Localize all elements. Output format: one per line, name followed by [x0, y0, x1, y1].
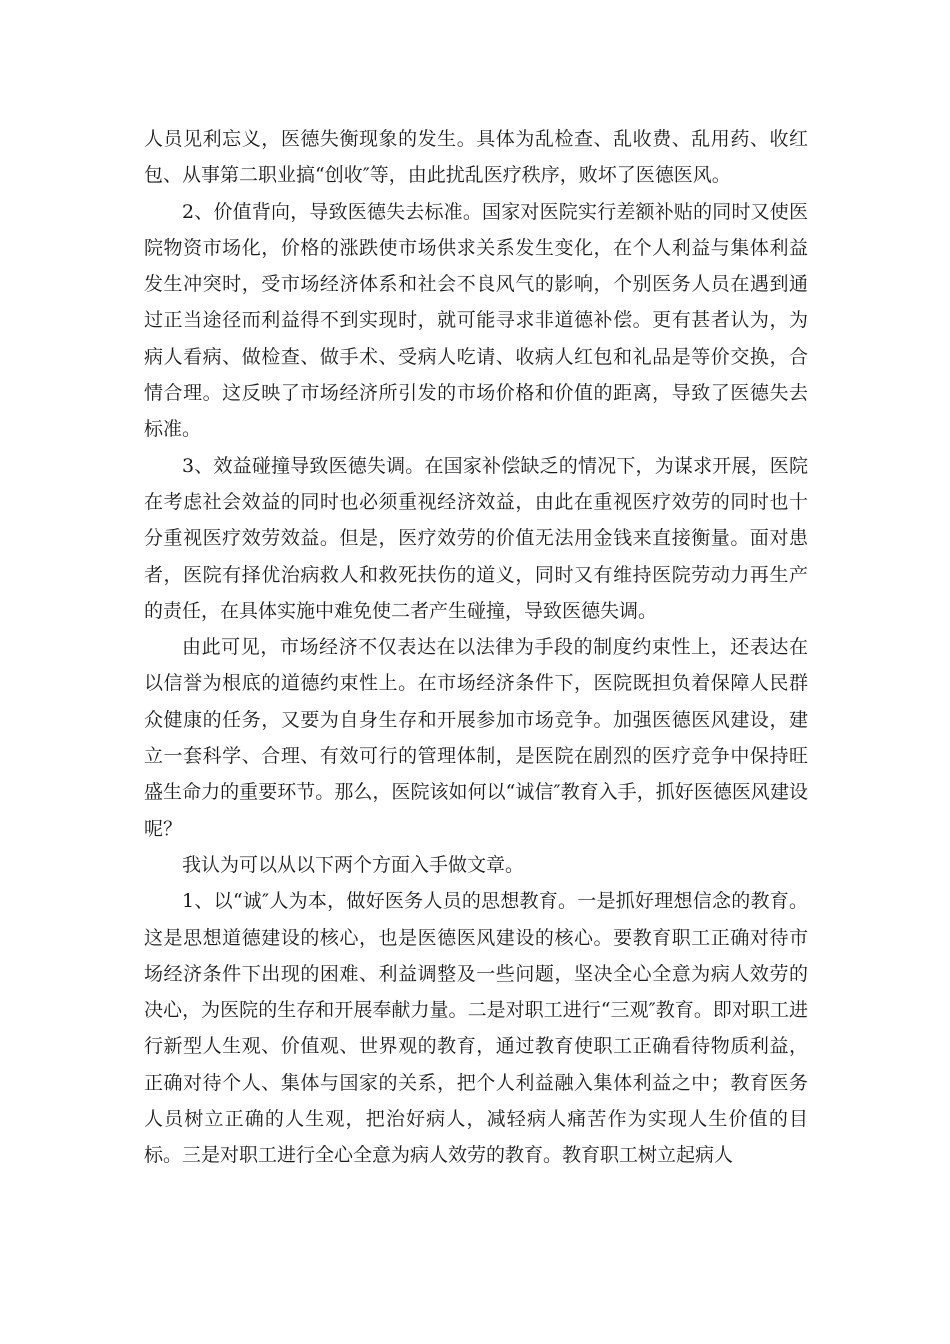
paragraph-6: 1、以“诚″人为本，做好医务人员的思想教育。一是抓好理想信念的教育。这是思想道德建设的核心，也是医德医风建设的核心。要教育职工正确对待市场经济条件下出现的困难、利益调整及一些问题，坚决全心全意为病人效劳的决心，为医院的生存和开展奉献力量。二是对职工进行“三观″教育。即对职工进行新型人生观、价值观、世界观的教育，通过教育使职工正确看待物质利益，正确对待个人、集体与国家的关系，把个人利益融入集体利益之中；教育医务人员树立正确的人生观，把治好病人，减轻病人痛苦作为实现人生价值的目标。三是对职工进行全心全意为病人效劳的教育。教育职工树立起病人: [144, 890, 808, 1167]
body-text: [144, 121, 808, 1174]
paragraph-5: 我认为可以从以下两个方面入手做文章。: [182, 853, 525, 876]
paragraph-4: 由此可见，市场经济不仅表达在以法律为手段的制度约束性上，还表达在以信誉为根底的道德约束性上。在市场经济条件下，医院既担负着保障人民群众健康的任务，又要为自身生存和开展参加市场竞争。加强医德医风建设，建立一套科学、合理、有效可行的管理体制，是医院在剧烈的医疗竞争中保持旺盛生命力的重要环节。那么，医院该如何以“诚信″教育入手，抓好医德医风建设呢？: [144, 636, 808, 840]
paragraph-1: 人员见利忘义，医德失衡现象的发生。具体为乱检查、乱收费、乱用药、收红包、从事第二职业搞“创收″等，由此扰乱医疗秩序，败坏了医德医风。: [144, 128, 808, 187]
paragraph-3: 3、效益碰撞导致医德失调。在国家补偿缺乏的情况下，为谋求开展，医院在考虑社会效益的同时也必须重视经济效益，由此在重视医疗效劳的同时也十分重视医疗效劳效益。但是，医疗效劳的价值无法用金钱来直接衡量。面对患者，医院有择优治病救人和救死扶伤的道义，同时又有维持医院劳动力再生产的责任，在具体实施中难免使二者产生碰撞，导致医德失调。: [144, 454, 808, 622]
paragraph-2: 2、价值背向，导致医德失去标准。国家对医院实行差额补贴的同时又使医院物资市场化，价格的涨跌使市场供求关系发生变化，在个人利益与集体利益发生冲突时，受市场经济体系和社会不良风气的影响，个别医务人员在遇到通过正当途径而利益得不到实现时，就可能寻求非道德补偿。更有甚者认为，为病人看病、做检查、做手术、受病人吃请、收病人红包和礼品是等价交换，合情合理。这反映了市场经济所引发的市场价格和价值的距离，导致了医德失去标准。: [144, 200, 808, 441]
